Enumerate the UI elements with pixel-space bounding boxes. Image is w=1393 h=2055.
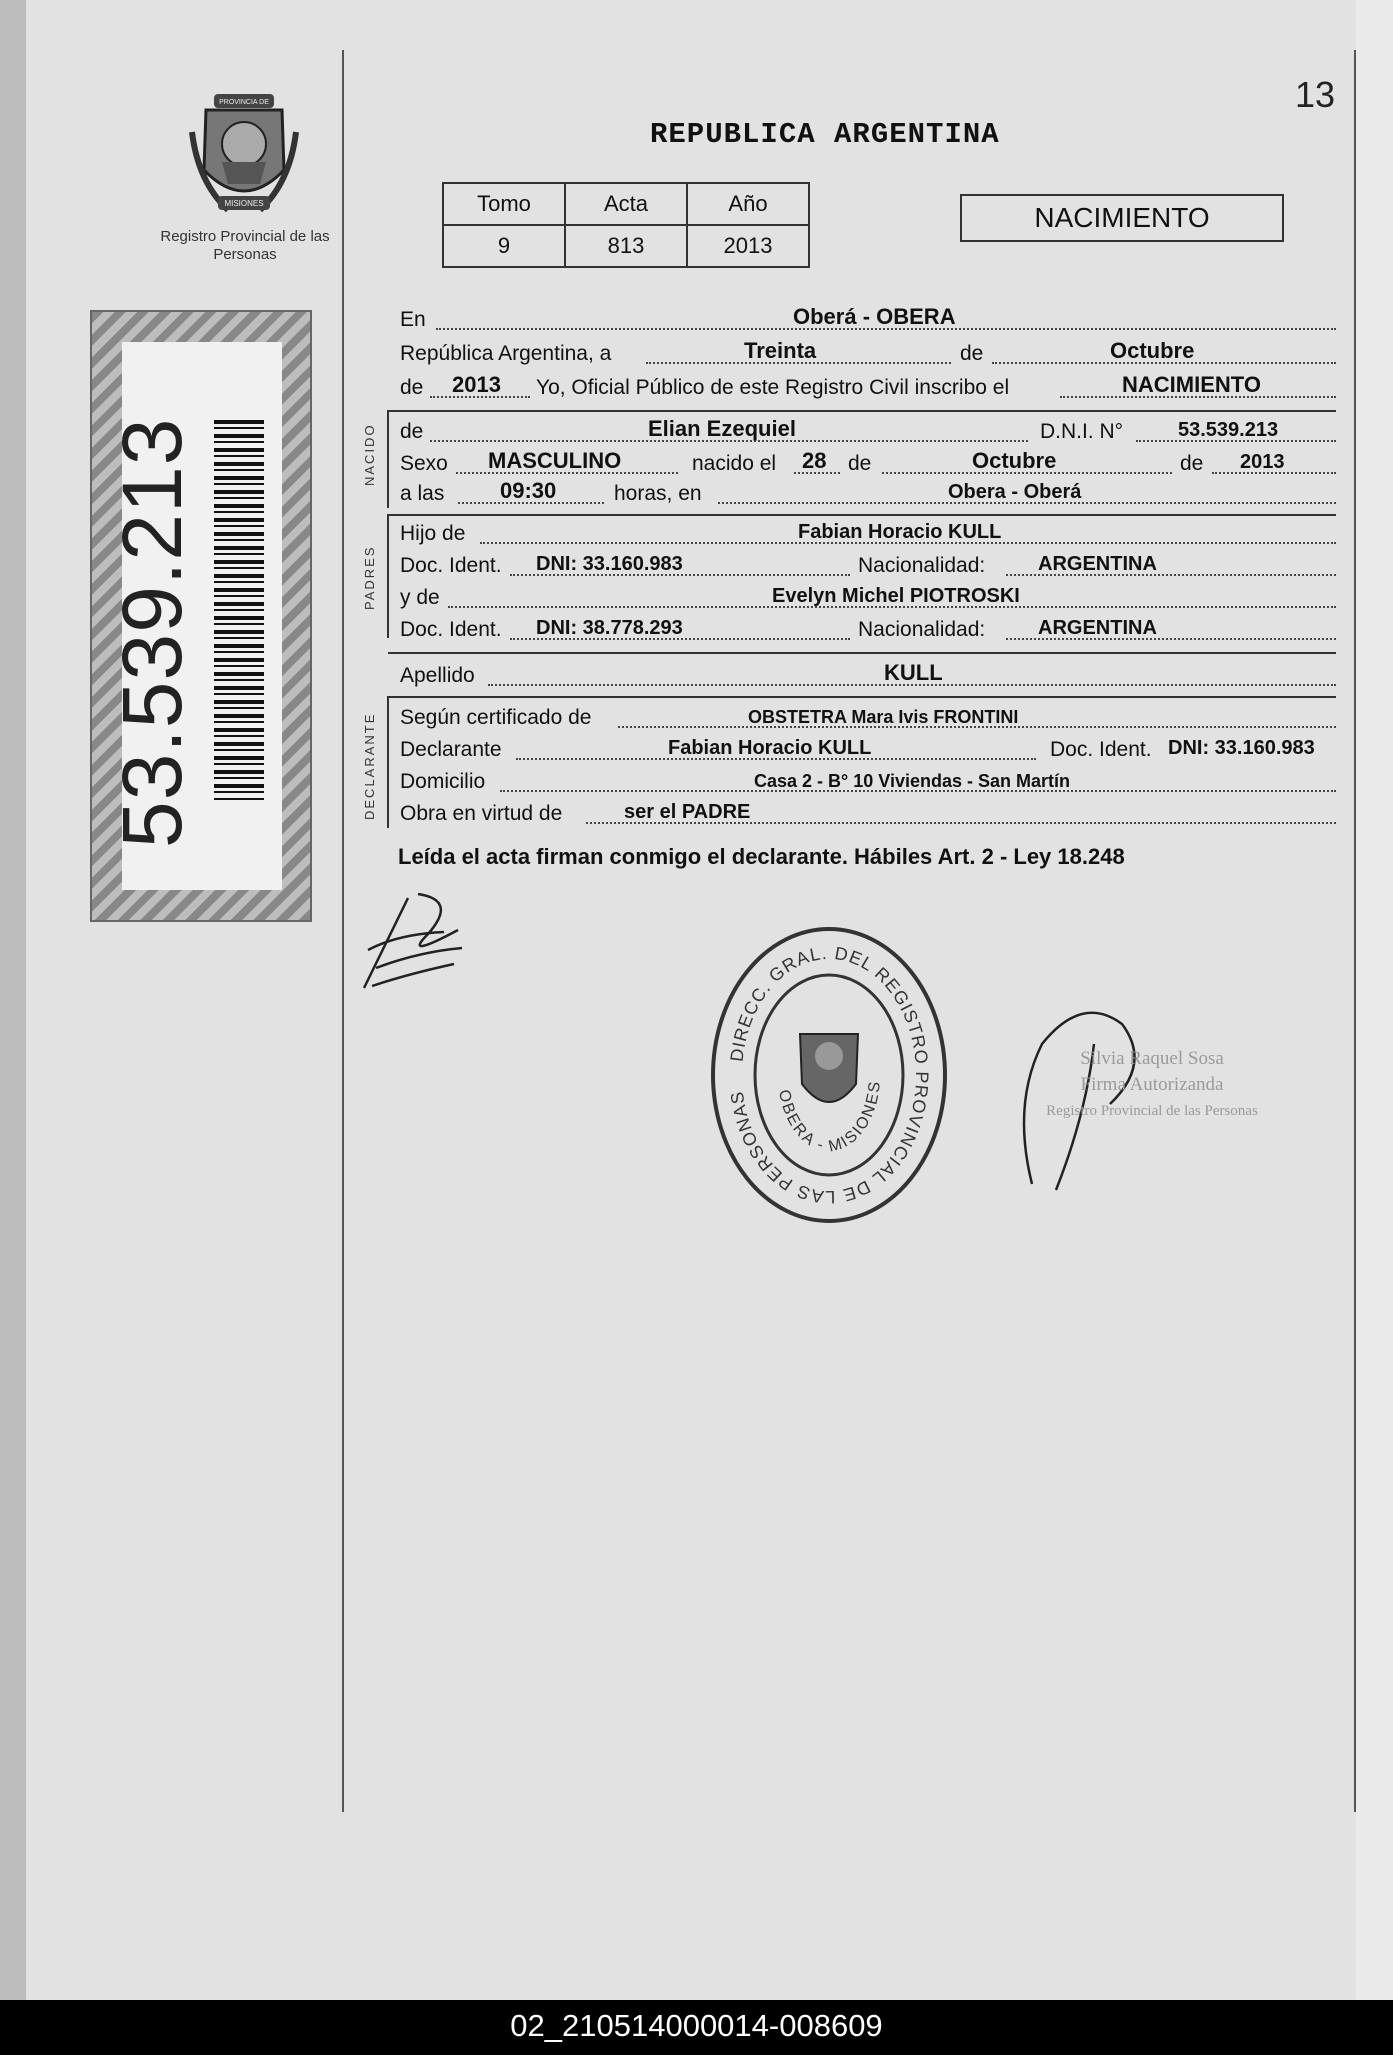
place-value: Oberá - OBERA xyxy=(793,304,956,329)
birth-day-value: 28 xyxy=(802,448,827,473)
official-name: Silvia Raquel Sosa xyxy=(1080,1048,1224,1069)
page-right-margin xyxy=(1356,0,1393,2000)
act-value: NACIMIENTO xyxy=(1122,372,1261,397)
birth-place-value: Obera - Oberá xyxy=(948,481,1082,503)
logo-top-text: PROVINCIA DE xyxy=(219,99,269,106)
closing-statement: Leída el acta firman conmigo el declarante. Hábiles Art. 2 - Ley 18.248 xyxy=(398,844,1125,869)
acts-as-row xyxy=(400,796,1336,828)
birth-month-value: Octubre xyxy=(972,448,1057,473)
barcode-bars xyxy=(214,420,264,800)
mother-row xyxy=(400,580,1336,612)
registry-label: Registro Provincial de las Personas xyxy=(160,228,330,263)
doc-label: Doc. Ident. xyxy=(1050,738,1152,761)
mother-nationality-value: ARGENTINA xyxy=(1038,617,1157,639)
de-label: de xyxy=(848,452,872,475)
declarant-row xyxy=(400,732,1336,764)
declarant-bracket xyxy=(387,696,389,828)
mother-doc-value: DNI: 38.778.293 xyxy=(536,617,683,639)
sex-label: Sexo xyxy=(400,452,448,475)
section-divider xyxy=(388,410,1336,412)
tomo-header: Tomo xyxy=(443,183,565,225)
born-section-label: NACIDO xyxy=(362,423,377,486)
declarant-section-label: DECLARANTE xyxy=(362,712,377,820)
surname-value: KULL xyxy=(884,660,943,685)
parents-bracket xyxy=(387,514,389,638)
acta-header: Acta xyxy=(565,183,687,225)
page-number: 13 xyxy=(1294,74,1335,115)
intro-place-row xyxy=(400,302,1336,334)
day-words-value: Treinta xyxy=(744,338,817,363)
born-on-label: nacido el xyxy=(692,452,777,475)
scan-footer-bar xyxy=(0,2000,1393,2055)
seal-inner-text: OBERA - MISIONES xyxy=(774,1078,885,1156)
mother-name-value: Evelyn Michel PIOTROSKI xyxy=(772,585,1020,607)
address-row xyxy=(400,764,1336,796)
intro-officer-row xyxy=(400,370,1336,402)
surname-label: Apellido xyxy=(400,664,475,687)
tomo-value: 9 xyxy=(443,225,565,267)
republica-label: República Argentina, a xyxy=(400,342,612,365)
father-nationality-value: ARGENTINA xyxy=(1038,553,1157,575)
declarant-doc-value: DNI: 33.160.983 xyxy=(1168,737,1315,759)
certificate-row xyxy=(400,700,1336,732)
acts-as-label: Obra en virtud de xyxy=(400,802,563,825)
year-value: 2013 xyxy=(687,225,809,267)
province-shield-logo xyxy=(188,92,300,222)
declarant-signature xyxy=(358,890,468,1000)
hours-label: horas, en xyxy=(614,482,702,505)
seal-outer-text: DIRECC. GRAL. DEL REGISTRO PROVINCIAL DE LAS PERSONAS xyxy=(726,942,933,1208)
certificate-label: Según certificado de xyxy=(400,706,592,729)
logo-bottom-text: MISIONES xyxy=(224,199,264,208)
sex-value: MASCULINO xyxy=(488,448,622,473)
official-org: Registro Provincial de las Personas xyxy=(1046,1103,1258,1119)
year-header: Año xyxy=(687,183,809,225)
child-dni-value: 53.539.213 xyxy=(1178,419,1279,441)
registry-seal xyxy=(708,924,950,1226)
left-margin-line xyxy=(342,50,344,1812)
official-stamp xyxy=(1022,1046,1282,1124)
acts-as-value: ser el PADRE xyxy=(624,801,751,823)
father-doc-row xyxy=(400,548,1336,580)
barcode-number: 53.539.213 xyxy=(105,417,199,848)
birth-year-value: 2013 xyxy=(1240,451,1285,473)
nationality-label: Nacionalidad: xyxy=(858,618,986,641)
father-name-value: Fabian Horacio KULL xyxy=(798,521,1002,543)
acta-value: 813 xyxy=(565,225,687,267)
reference-value-row xyxy=(443,225,809,267)
birth-time-value: 09:30 xyxy=(500,478,557,503)
en-label: En xyxy=(400,308,426,331)
reference-table xyxy=(442,182,810,268)
year-value: 2013 xyxy=(452,372,501,397)
born-bracket xyxy=(387,410,389,508)
de-label: de xyxy=(960,342,984,365)
de-label: de xyxy=(400,420,424,443)
de-label: de xyxy=(1180,452,1204,475)
section-divider xyxy=(388,696,1336,698)
month-value: Octubre xyxy=(1110,338,1195,363)
surname-row xyxy=(400,658,1336,690)
nationality-label: Nacionalidad: xyxy=(858,554,986,577)
father-row xyxy=(400,516,1336,548)
son-of-label: Hijo de xyxy=(400,522,466,545)
section-divider xyxy=(388,652,1336,654)
official-role: Firma Autorizanda xyxy=(1080,1074,1224,1095)
address-value: Casa 2 - B° 10 Viviendas - San Martín xyxy=(754,771,1070,791)
record-type-box: NACIMIENTO xyxy=(960,194,1284,242)
document-title: REPUBLICA ARGENTINA xyxy=(650,118,1000,151)
child-name-value: Elian Ezequiel xyxy=(648,416,796,441)
declarant-name-value: Fabian Horacio KULL xyxy=(668,737,872,759)
mother-doc-row xyxy=(400,612,1336,644)
at-label: a las xyxy=(400,482,445,505)
certificate-value: OBSTETRA Mara Ivis FRONTINI xyxy=(748,707,1019,727)
parents-section-label: PADRES xyxy=(362,545,377,610)
page-edge xyxy=(0,0,26,2000)
address-label: Domicilio xyxy=(400,770,486,793)
time-place-row xyxy=(400,476,1336,508)
sex-birthdate-row xyxy=(400,446,1336,478)
and-label: y de xyxy=(400,586,440,609)
child-name-row xyxy=(400,414,1336,446)
intro-date-row xyxy=(400,336,1336,368)
reference-header-row xyxy=(443,183,809,225)
officer-text: Yo, Oficial Público de este Registro Civil inscribo el xyxy=(536,376,1010,399)
father-doc-value: DNI: 33.160.983 xyxy=(536,553,683,575)
right-margin-line xyxy=(1354,50,1356,1812)
dni-label: D.N.I. N° xyxy=(1040,420,1124,443)
declarant-label: Declarante xyxy=(400,738,502,761)
scan-file-id: 02_210514000014-008609 xyxy=(510,2008,883,2043)
de-label: de xyxy=(400,376,424,399)
doc-label: Doc. Ident. xyxy=(400,618,502,641)
doc-label: Doc. Ident. xyxy=(400,554,502,577)
